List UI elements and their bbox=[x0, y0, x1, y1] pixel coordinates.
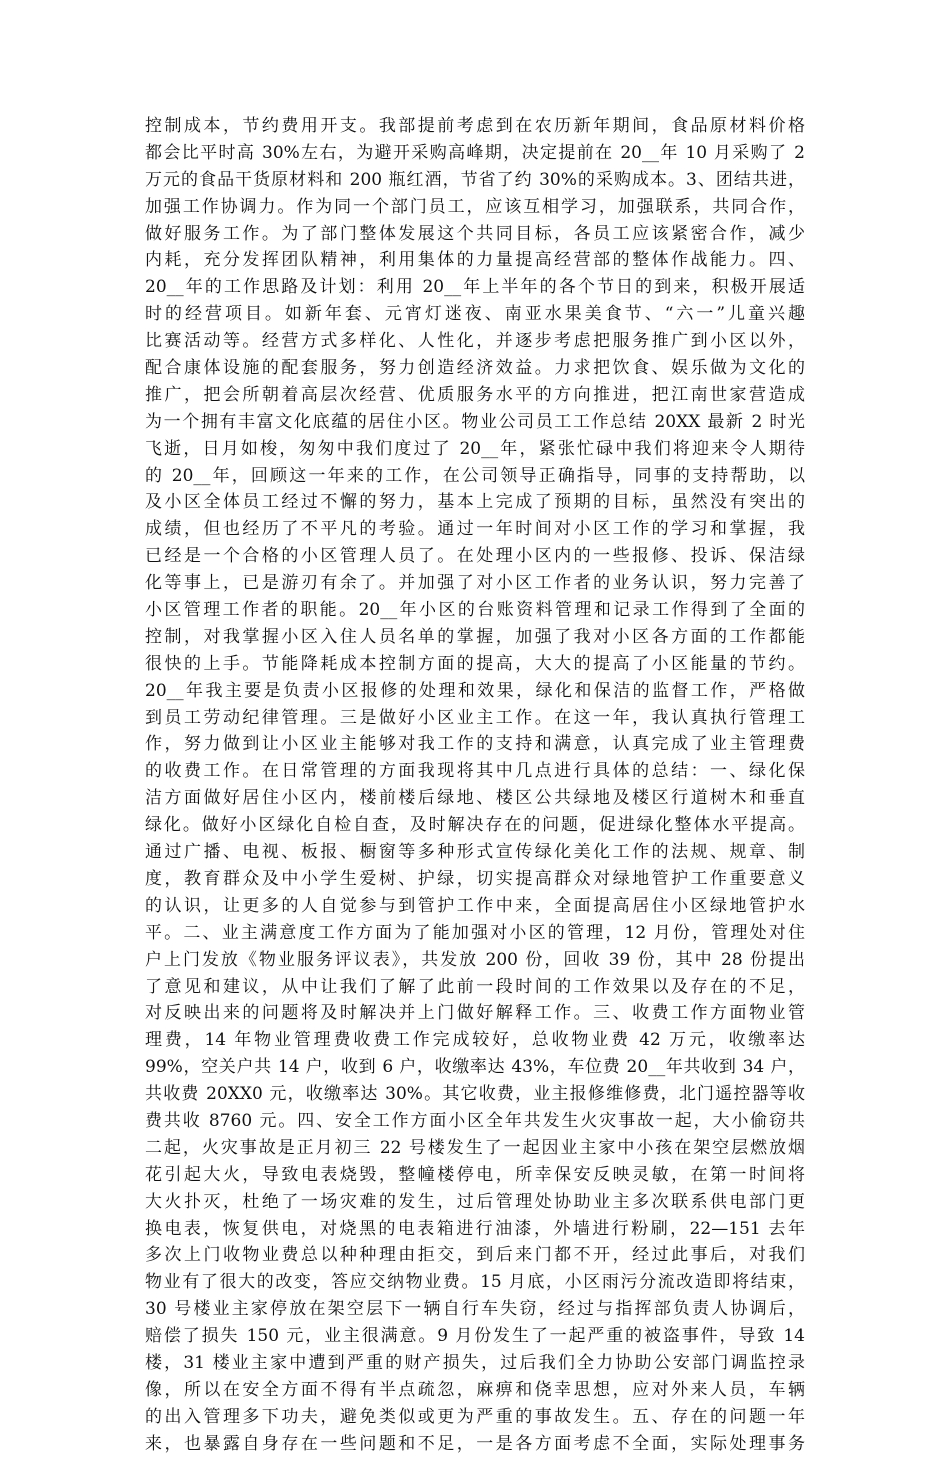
text-line: 的收费工作。在日常管理的方面我现将其中几点进行具体的总结：一、绿化保 bbox=[145, 761, 805, 782]
text-line: 费共收 8760 元。四、安全工作方面小区全年共发生火灾事故一起，大小偷窃共 bbox=[145, 1110, 805, 1131]
text-line: 化等事上，已是游刃有余了。并加强了对小区工作者的业务认识，努力完善了 bbox=[145, 573, 805, 594]
text-line: 对反映出来的问题将及时解决并上门做好解释工作。三、收费工作方面物业管 bbox=[145, 1003, 805, 1024]
text-line: 赔偿了损失 150 元，业主很满意。9 月份发生了一起严重的被盗事件，导致 14 bbox=[145, 1326, 805, 1347]
text-line: 时的经营项目。如新年套、元宵灯迷夜、南亚水果美食节、“六一”儿童兴趣 bbox=[145, 304, 805, 325]
document-body bbox=[145, 113, 805, 1458]
text-line: 绿化。做好小区绿化自检自查，及时解决存在的问题，促进绿化整体水平提高。 bbox=[145, 815, 805, 836]
text-line: 做好服务工作。为了部门整体发展这个共同目标，各员工应该紧密合作，减少 bbox=[145, 223, 805, 244]
text-line: 的认识，让更多的人自觉参与到管护工作中来，全面提高居住小区绿地管护水 bbox=[145, 895, 805, 916]
text-line: 20__年我主要是负责小区报修的处理和效果，绿化和保洁的监督工作，严格做 bbox=[145, 680, 805, 701]
text-line: 及小区全体员工经过不懈的努力，基本上完成了预期的目标，虽然没有突出的 bbox=[145, 492, 805, 513]
text-line: 花引起大火，导致电表烧毁，整幢楼停电，所幸保安反映灵敏，在第一时间将 bbox=[145, 1164, 805, 1185]
text-line: 很快的上手。节能降耗成本控制方面的提高，大大的提高了小区能量的节约。 bbox=[145, 653, 805, 674]
text-line: 二起，火灾事故是正月初三 22 号楼发生了一起因业主家中小孩在架空层燃放烟 bbox=[145, 1137, 805, 1158]
text-line: 99%，空关户共 14 户，收到 6 户，收缴率达 43%，车位费 20__年共收到 34 户， bbox=[145, 1057, 805, 1078]
text-line: 到员工劳动纪律管理。三是做好小区业主工作。在这一年，我认真执行管理工 bbox=[145, 707, 805, 728]
text-line: 洁方面做好居住小区内，楼前楼后绿地、楼区公共绿地及楼区行道树木和垂直 bbox=[145, 788, 805, 809]
text-line: 配合康体设施的配套服务，努力创造经济效益。力求把饮食、娱乐做为文化的 bbox=[145, 358, 805, 379]
text-line: 的 20__年，回顾这一年来的工作，在公司领导正确指导，同事的支持帮助，以 bbox=[145, 465, 805, 486]
text-line: 作，努力做到让小区业主能够对我工作的支持和满意，认真完成了业主管理费 bbox=[145, 734, 805, 755]
text-line: 飞逝，日月如梭，匆匆中我们度过了 20__年，紧张忙碌中我们将迎来令人期待 bbox=[145, 438, 805, 459]
text-line: 度，教育群众及中小学生爱树、护绿，切实提高群众对绿地管护工作重要意义 bbox=[145, 868, 805, 889]
text-line: 多次上门收物业费总以种种理由拒交，到后来门都不开，经过此事后，对我们 bbox=[145, 1245, 805, 1266]
text-line: 控制成本，节约费用开支。我部提前考虑到在农历新年期间，食品原材料价格 bbox=[145, 116, 805, 136]
text-line: 为一个拥有丰富文化底蕴的居住小区。物业公司员工工作总结 20XX 最新 2 时光 bbox=[145, 411, 805, 432]
text-line: 万元的食品干货原材料和 200 瓶红酒，节省了约 30%的采购成本。3、团结共进， bbox=[145, 169, 805, 190]
text-line: 平。二、业主满意度工作方面为了能加强对小区的管理，12 月份，管理处对住 bbox=[145, 922, 805, 943]
text-line: 加强工作协调力。作为同一个部门员工，应该互相学习，加强联系，共同合作， bbox=[145, 196, 805, 217]
text-line: 换电表，恢复供电，对烧黑的电表箱进行油漆，外墙进行粉刷，22—151 去年 bbox=[145, 1218, 805, 1239]
text-line: 内耗，充分发挥团队精神，利用集体的力量提高经营部的整体作战能力。四、 bbox=[145, 250, 805, 271]
text-line: 20__年的工作思路及计划：利用 20__年上半年的各个节日的到来，积极开展适 bbox=[145, 277, 805, 298]
text-line: 推广，把会所朝着高层次经营、优质服务水平的方向推进，把江南世家营造成 bbox=[145, 384, 805, 405]
text-line: 成绩，但也经历了不平凡的考验。通过一年时间对小区工作的学习和掌握，我 bbox=[145, 519, 805, 540]
text-line: 楼，31 楼业主家中遭到严重的财产损失，过后我们全力协助公安部门调监控录 bbox=[145, 1352, 805, 1373]
text-line: 户上门发放《物业服务评议表》，共发放 200 份，回收 39 份，其中 28 份提出 bbox=[145, 949, 805, 970]
text-line: 了意见和建议，从中让我们了解了此前一段时间的工作效果以及存在的不足， bbox=[145, 976, 805, 997]
text-line: 像，所以在安全方面不得有半点疏忽，麻痹和侥幸思想，应对外来人员，车辆 bbox=[145, 1379, 805, 1400]
text-line: 的出入管理多下功夫，避免类似或更为严重的事故发生。五、存在的问题一年 bbox=[145, 1406, 805, 1427]
text-line: 理费，14 年物业管理费收费工作完成较好，总收物业费 42 万元，收缴率达 bbox=[145, 1030, 805, 1051]
text-line: 大火扑灭，杜绝了一场灾难的发生，过后管理处协助业主多次联系供电部门更 bbox=[145, 1191, 805, 1212]
text-line: 都会比平时高 30%左右，为避开采购高峰期，决定提前在 20__年 10 月采购了 2 bbox=[145, 142, 805, 163]
text-line: 通过广播、电视、板报、橱窗等多种形式宣传绿化美化工作的法规、规章、制 bbox=[145, 842, 805, 863]
text-line: 控制，对我掌握小区入住人员名单的掌握，加强了我对小区各方面的工作都能 bbox=[145, 626, 805, 647]
text-line: 物业有了很大的改变，答应交纳物业费。15 月底，小区雨污分流改造即将结束， bbox=[145, 1272, 805, 1293]
text-line: 30 号楼业主家停放在架空层下一辆自行车失窃，经过与指挥部负责人协调后， bbox=[145, 1299, 805, 1320]
text-line: 小区管理工作者的职能。20__年小区的台账资料管理和记录工作得到了全面的 bbox=[145, 600, 805, 621]
text-line: 已经是一个合格的小区管理人员了。在处理小区内的一些报修、投诉、保洁绿 bbox=[145, 546, 805, 567]
text-line: 共收费 20XX0 元，收缴率达 30%。其它收费，业主报修维修费，北门遥控器等收 bbox=[145, 1084, 805, 1105]
text-line: 来，也暴露自身存在一些问题和不足，一是各方面考虑不全面，实际处理事务 bbox=[145, 1433, 805, 1454]
text-line: 比赛活动等。经营方式多样化、人性化，并逐步考虑把服务推广到小区以外， bbox=[145, 331, 805, 352]
